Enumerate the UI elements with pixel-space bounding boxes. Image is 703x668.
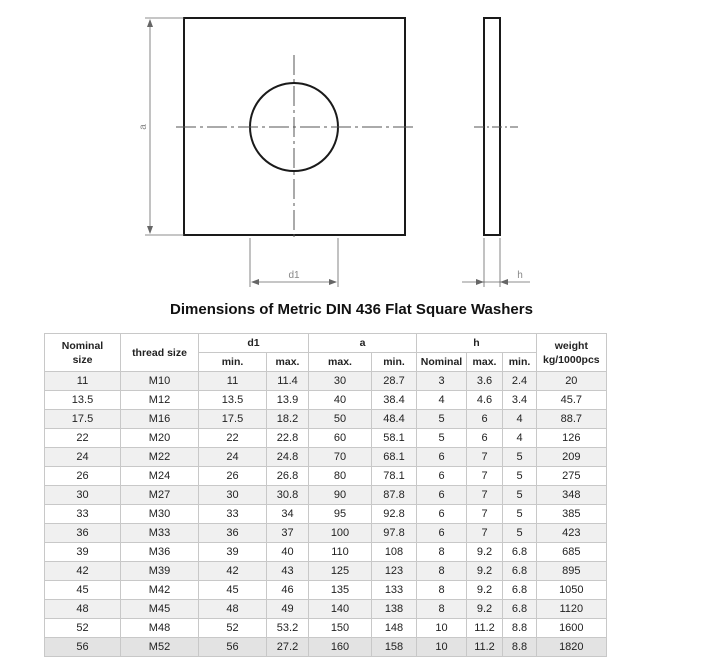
cell-a-min: 48.4: [372, 410, 417, 429]
header-thread-size: thread size: [121, 334, 199, 372]
cell-h-nominal: 5: [417, 429, 467, 448]
header-h-min: min.: [503, 353, 537, 372]
cell-a-max: 50: [309, 410, 372, 429]
cell-h-max: 3.6: [467, 372, 503, 391]
cell-d1-min: 30: [199, 486, 267, 505]
cell-weight: 88.7: [537, 410, 607, 429]
cell-nominal-size: 13.5: [45, 391, 121, 410]
cell-d1-max: 43: [267, 562, 309, 581]
dimension-h-arrow-right: [500, 279, 508, 285]
cell-a-min: 97.8: [372, 524, 417, 543]
table-row: [45, 391, 607, 410]
cell-d1-min: 56: [199, 638, 267, 657]
cell-weight: 1600: [537, 619, 607, 638]
cell-a-min: 148: [372, 619, 417, 638]
washer-technical-drawing: [0, 0, 703, 300]
cell-h-nominal: 4: [417, 391, 467, 410]
cell-nominal-size: 30: [45, 486, 121, 505]
cell-a-min: 108: [372, 543, 417, 562]
cell-a-max: 60: [309, 429, 372, 448]
cell-d1-max: 22.8: [267, 429, 309, 448]
cell-h-min: 4: [503, 410, 537, 429]
cell-nominal-size: 48: [45, 600, 121, 619]
cell-a-max: 125: [309, 562, 372, 581]
cell-weight: 20: [537, 372, 607, 391]
cell-a-min: 133: [372, 581, 417, 600]
cell-thread-size: M24: [121, 467, 199, 486]
header-h: h: [417, 334, 537, 353]
cell-h-min: 3.4: [503, 391, 537, 410]
table-row: [45, 410, 607, 429]
cell-thread-size: M20: [121, 429, 199, 448]
cell-h-max: 7: [467, 448, 503, 467]
cell-a-max: 80: [309, 467, 372, 486]
cell-d1-max: 49: [267, 600, 309, 619]
cell-d1-min: 13.5: [199, 391, 267, 410]
table-row: [45, 467, 607, 486]
table-row: [45, 581, 607, 600]
cell-d1-min: 48: [199, 600, 267, 619]
cell-a-max: 100: [309, 524, 372, 543]
dimension-a-arrow-top: [147, 19, 153, 27]
cell-nominal-size: 17.5: [45, 410, 121, 429]
cell-a-min: 123: [372, 562, 417, 581]
cell-a-max: 30: [309, 372, 372, 391]
cell-thread-size: M22: [121, 448, 199, 467]
table-row: [45, 429, 607, 448]
cell-d1-max: 26.8: [267, 467, 309, 486]
table-row: [45, 600, 607, 619]
cell-h-max: 6: [467, 410, 503, 429]
cell-weight: 126: [537, 429, 607, 448]
cell-h-nominal: 6: [417, 524, 467, 543]
cell-d1-max: 18.2: [267, 410, 309, 429]
cell-nominal-size: 36: [45, 524, 121, 543]
cell-thread-size: M27: [121, 486, 199, 505]
cell-thread-size: M48: [121, 619, 199, 638]
cell-a-min: 78.1: [372, 467, 417, 486]
cell-weight: 348: [537, 486, 607, 505]
cell-h-nominal: 10: [417, 638, 467, 657]
cell-d1-max: 34: [267, 505, 309, 524]
cell-h-min: 5: [503, 448, 537, 467]
dimension-d1-arrow-right: [329, 279, 337, 285]
dimension-d1-label: d1: [288, 270, 300, 281]
cell-nominal-size: 26: [45, 467, 121, 486]
dimension-a-label: a: [138, 124, 149, 130]
cell-d1-min: 11: [199, 372, 267, 391]
dimension-h-arrow-left: [476, 279, 484, 285]
cell-nominal-size: 39: [45, 543, 121, 562]
header-d1-min: min.: [199, 353, 267, 372]
cell-weight: 1050: [537, 581, 607, 600]
cell-a-max: 150: [309, 619, 372, 638]
cell-h-nominal: 3: [417, 372, 467, 391]
dimension-h-label: h: [517, 270, 523, 281]
cell-h-nominal: 6: [417, 486, 467, 505]
cell-h-min: 6.8: [503, 543, 537, 562]
cell-h-max: 4.6: [467, 391, 503, 410]
header-h-max: max.: [467, 353, 503, 372]
cell-d1-min: 26: [199, 467, 267, 486]
table-row: [45, 372, 607, 391]
cell-weight: 275: [537, 467, 607, 486]
cell-h-min: 5: [503, 524, 537, 543]
cell-h-min: 5: [503, 486, 537, 505]
cell-weight: 1820: [537, 638, 607, 657]
cell-d1-min: 42: [199, 562, 267, 581]
cell-a-min: 92.8: [372, 505, 417, 524]
cell-h-max: 7: [467, 505, 503, 524]
cell-a-max: 160: [309, 638, 372, 657]
cell-weight: 895: [537, 562, 607, 581]
cell-h-nominal: 8: [417, 581, 467, 600]
cell-d1-max: 27.2: [267, 638, 309, 657]
cell-h-min: 8.8: [503, 638, 537, 657]
page-title: Dimensions of Metric DIN 436 Flat Square Washers: [170, 301, 533, 318]
cell-h-min: 5: [503, 505, 537, 524]
cell-h-max: 9.2: [467, 600, 503, 619]
cell-h-min: 6.8: [503, 600, 537, 619]
cell-a-max: 135: [309, 581, 372, 600]
cell-a-max: 90: [309, 486, 372, 505]
cell-thread-size: M30: [121, 505, 199, 524]
table-row: [45, 486, 607, 505]
cell-d1-min: 52: [199, 619, 267, 638]
cell-h-max: 9.2: [467, 562, 503, 581]
cell-weight: 1120: [537, 600, 607, 619]
header-a: a: [309, 334, 417, 353]
header-nominal-size: Nominal size: [45, 334, 121, 372]
cell-nominal-size: 22: [45, 429, 121, 448]
table-row: [45, 505, 607, 524]
cell-d1-min: 24: [199, 448, 267, 467]
cell-thread-size: M42: [121, 581, 199, 600]
cell-d1-min: 17.5: [199, 410, 267, 429]
cell-a-min: 87.8: [372, 486, 417, 505]
cell-d1-min: 36: [199, 524, 267, 543]
cell-nominal-size: 33: [45, 505, 121, 524]
table-row: [45, 619, 607, 638]
cell-a-min: 28.7: [372, 372, 417, 391]
header-d1: d1: [199, 334, 309, 353]
cell-thread-size: M52: [121, 638, 199, 657]
cell-nominal-size: 56: [45, 638, 121, 657]
cell-h-max: 7: [467, 467, 503, 486]
cell-h-max: 11.2: [467, 638, 503, 657]
cell-weight: 45.7: [537, 391, 607, 410]
cell-h-max: 7: [467, 524, 503, 543]
cell-h-min: 5: [503, 467, 537, 486]
cell-h-nominal: 8: [417, 562, 467, 581]
cell-thread-size: M33: [121, 524, 199, 543]
cell-nominal-size: 52: [45, 619, 121, 638]
cell-d1-min: 33: [199, 505, 267, 524]
table-row: [45, 448, 607, 467]
cell-d1-max: 37: [267, 524, 309, 543]
cell-thread-size: M39: [121, 562, 199, 581]
cell-h-nominal: 8: [417, 543, 467, 562]
cell-d1-min: 22: [199, 429, 267, 448]
header-d1-max: max.: [267, 353, 309, 372]
cell-d1-max: 30.8: [267, 486, 309, 505]
cell-h-min: 6.8: [503, 562, 537, 581]
cell-d1-max: 13.9: [267, 391, 309, 410]
dimension-d1-arrow-left: [251, 279, 259, 285]
cell-h-min: 8.8: [503, 619, 537, 638]
cell-h-max: 9.2: [467, 543, 503, 562]
cell-h-max: 7: [467, 486, 503, 505]
cell-thread-size: M10: [121, 372, 199, 391]
cell-weight: 685: [537, 543, 607, 562]
cell-d1-max: 53.2: [267, 619, 309, 638]
cell-h-max: 6: [467, 429, 503, 448]
cell-h-nominal: 10: [417, 619, 467, 638]
dimensions-table: [44, 333, 607, 657]
cell-h-nominal: 5: [417, 410, 467, 429]
cell-nominal-size: 11: [45, 372, 121, 391]
header-weight: weight kg/1000pcs: [537, 334, 607, 372]
dimension-a-arrow-bottom: [147, 226, 153, 234]
cell-d1-max: 40: [267, 543, 309, 562]
cell-a-min: 58.1: [372, 429, 417, 448]
cell-thread-size: M45: [121, 600, 199, 619]
cell-thread-size: M36: [121, 543, 199, 562]
cell-h-min: 4: [503, 429, 537, 448]
cell-nominal-size: 24: [45, 448, 121, 467]
cell-h-min: 6.8: [503, 581, 537, 600]
cell-a-max: 140: [309, 600, 372, 619]
cell-nominal-size: 42: [45, 562, 121, 581]
cell-h-min: 2.4: [503, 372, 537, 391]
cell-a-min: 158: [372, 638, 417, 657]
cell-h-max: 11.2: [467, 619, 503, 638]
cell-h-max: 9.2: [467, 581, 503, 600]
header-a-max: max.: [309, 353, 372, 372]
header-a-min: min.: [372, 353, 417, 372]
cell-a-max: 95: [309, 505, 372, 524]
cell-nominal-size: 45: [45, 581, 121, 600]
table-row: [45, 543, 607, 562]
cell-h-nominal: 6: [417, 448, 467, 467]
cell-a-min: 138: [372, 600, 417, 619]
cell-thread-size: M12: [121, 391, 199, 410]
cell-d1-min: 45: [199, 581, 267, 600]
cell-d1-max: 11.4: [267, 372, 309, 391]
cell-weight: 209: [537, 448, 607, 467]
cell-d1-max: 24.8: [267, 448, 309, 467]
cell-d1-min: 39: [199, 543, 267, 562]
cell-a-max: 40: [309, 391, 372, 410]
cell-d1-max: 46: [267, 581, 309, 600]
table-row: [45, 524, 607, 543]
table-row: [45, 562, 607, 581]
cell-weight: 423: [537, 524, 607, 543]
cell-thread-size: M16: [121, 410, 199, 429]
cell-a-max: 110: [309, 543, 372, 562]
header-h-nominal: Nominal: [417, 353, 467, 372]
cell-a-max: 70: [309, 448, 372, 467]
cell-h-nominal: 6: [417, 467, 467, 486]
cell-h-nominal: 6: [417, 505, 467, 524]
table-row: [45, 638, 607, 657]
cell-weight: 385: [537, 505, 607, 524]
cell-a-min: 38.4: [372, 391, 417, 410]
cell-a-min: 68.1: [372, 448, 417, 467]
cell-h-nominal: 8: [417, 600, 467, 619]
